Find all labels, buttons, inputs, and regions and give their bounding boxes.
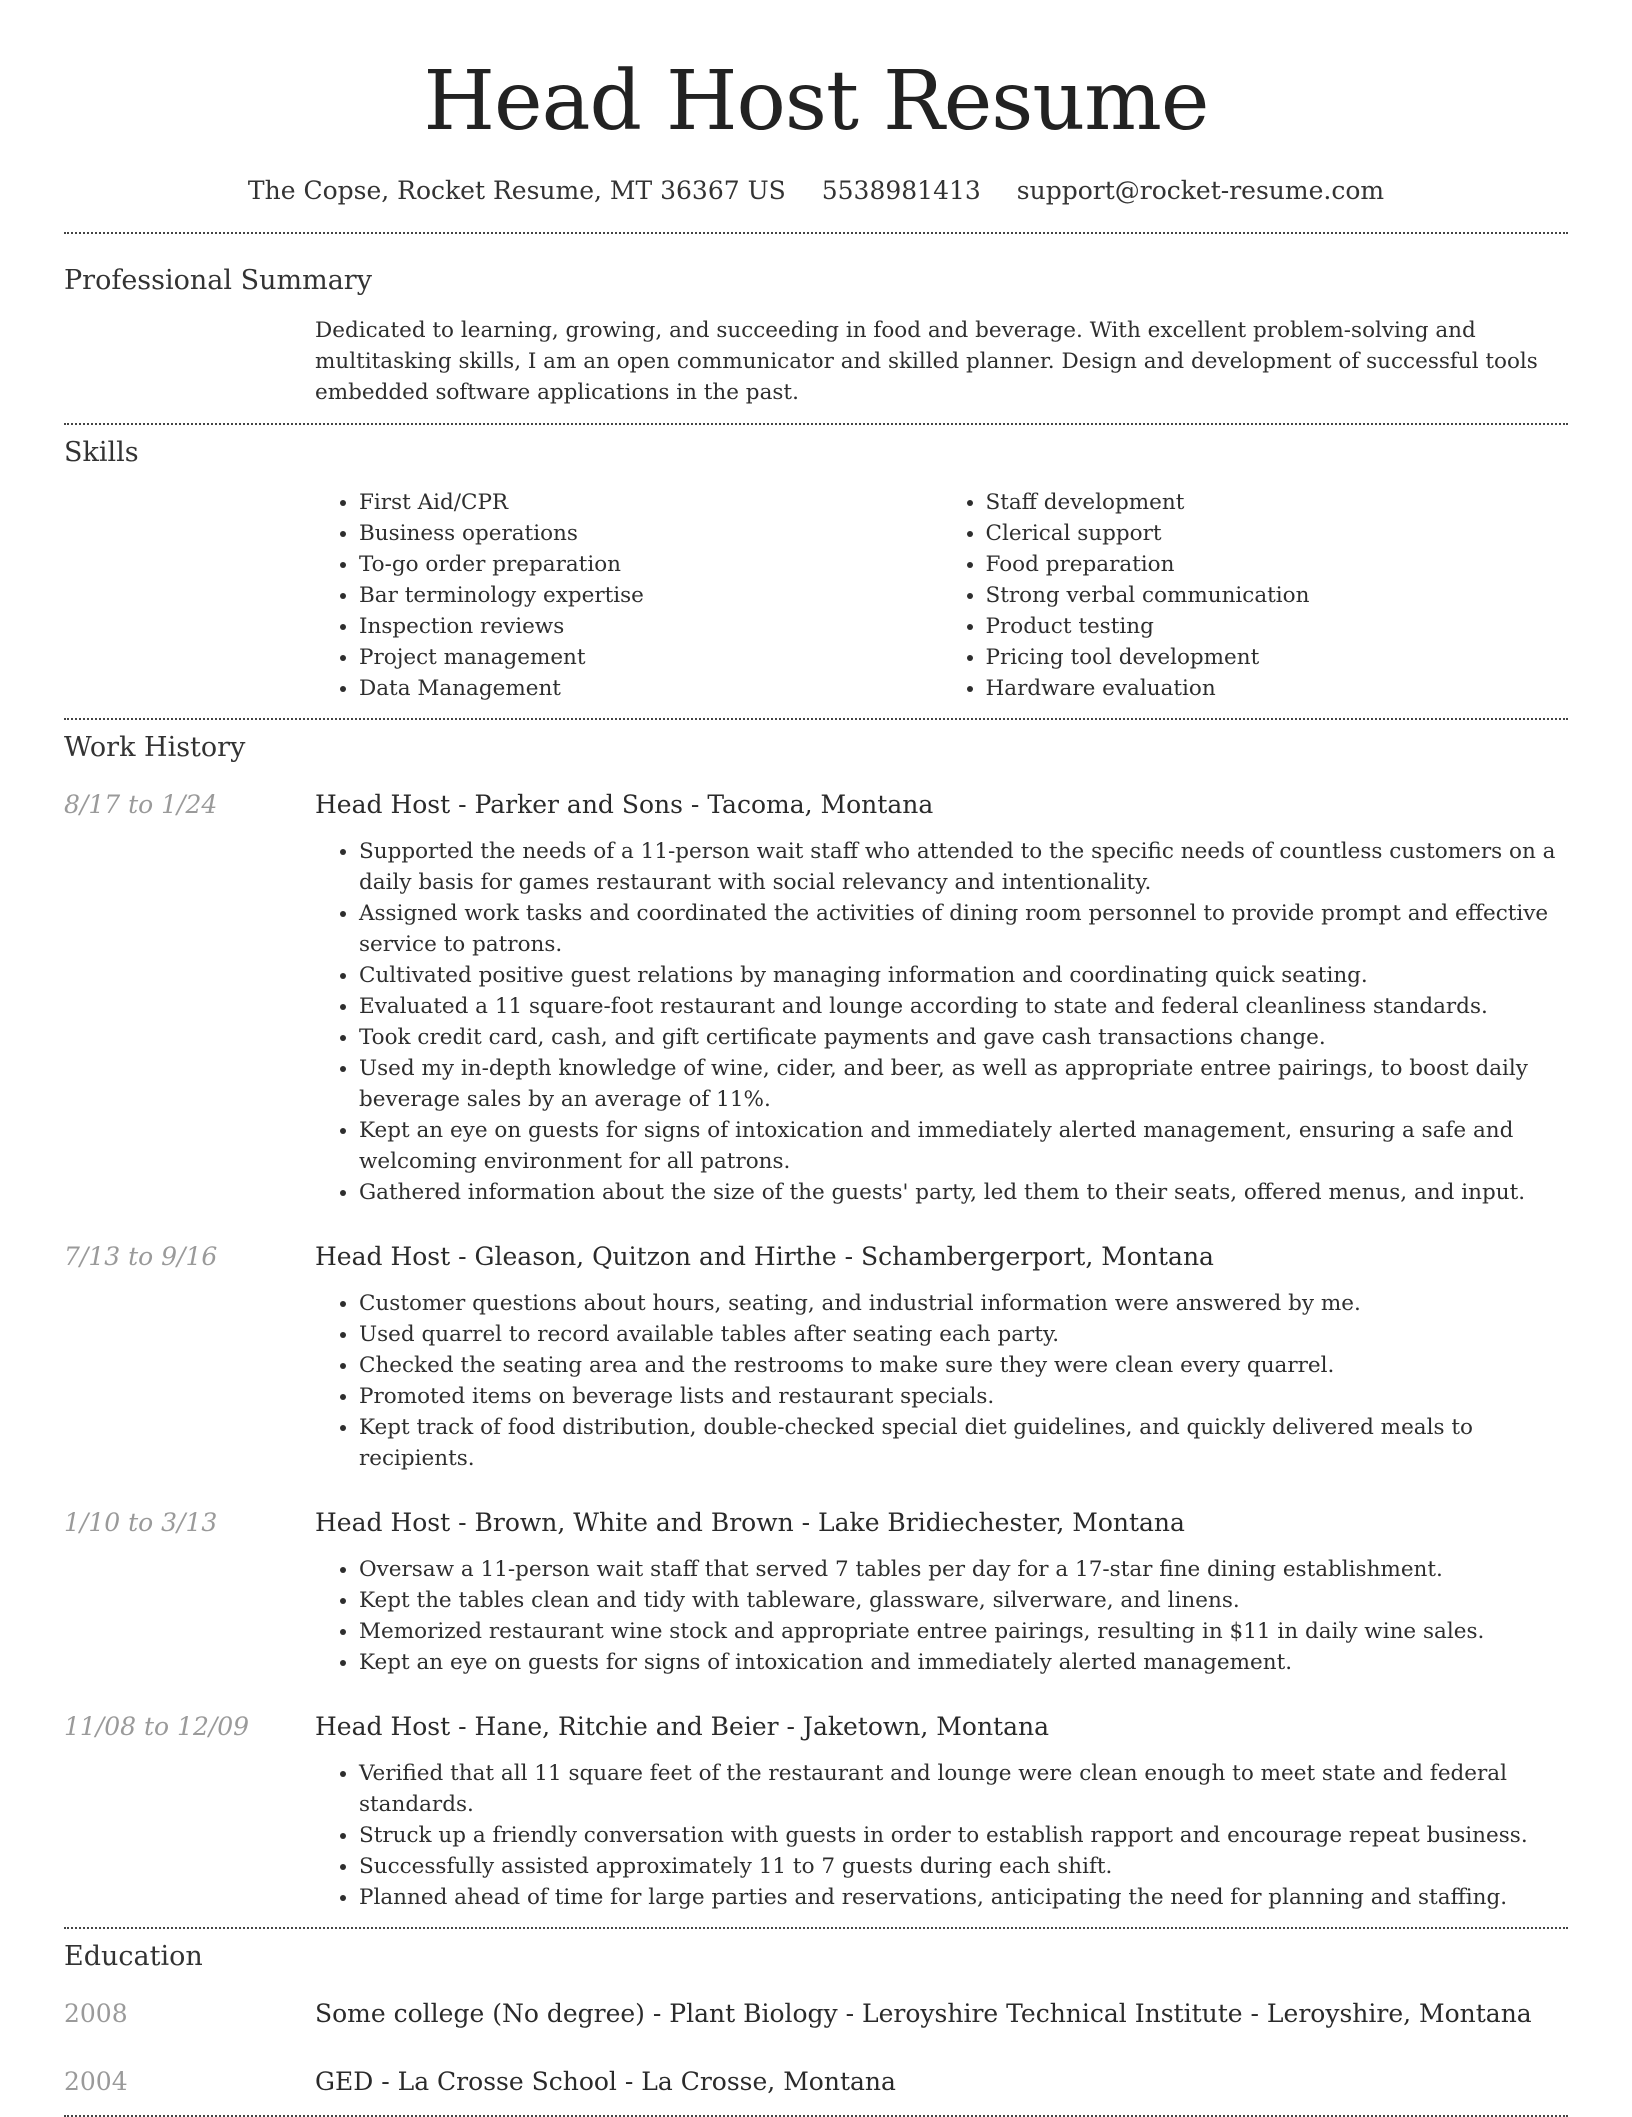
job-bullets [315,1758,1568,1913]
job-bullets [315,1288,1568,1474]
list-item: • Used quarrel to record available tables after seating each party. [359,1319,1568,1350]
list-item: • Pricing tool development [986,642,1569,673]
education-text: GED - La Crosse School - La Crosse, Montana [315,2067,896,2096]
resume-page [64,0,1568,2117]
contact-info [64,174,1568,208]
job-dates: 7/13 to 9/16 [64,1242,218,1271]
skills-section [64,425,1568,718]
list-item: • Supported the needs of a 11-person wait staff who attended to the specific needs of countless customers on a daily basis for games restaurant with social relevancy and intentionality. [359,836,1568,898]
job-entry [64,1710,1568,1913]
list-item: • Customer questions about hours, seating, and industrial information were answered by me. [359,1288,1568,1319]
job-title: Head Host - Brown, White and Brown - Lake Bridiechester, Montana [315,1508,1185,1537]
list-item: • Verified that all 11 square feet of the restaurant and lounge were clean enough to meet state and federal standards. [359,1758,1568,1820]
list-item: • Kept track of food distribution, double-checked special diet guidelines, and quickly delivered meals to recipients. [359,1412,1568,1474]
list-item: • Strong verbal communication [986,580,1569,611]
list-item: • Kept an eye on guests for signs of intoxication and immediately alerted management, ensuring a safe and welcoming environment for all patrons. [359,1115,1568,1177]
job-dates: 1/10 to 3/13 [64,1508,218,1537]
list-item: • Took credit card, cash, and gift certificate payments and gave cash transactions change. [359,1022,1568,1053]
list-item: • Hardware evaluation [986,673,1569,704]
list-item: • Checked the seating area and the restrooms to make sure they were clean every quarrel. [359,1350,1568,1381]
job-dates: 8/17 to 1/24 [64,790,218,819]
list-item: • First Aid/CPR [359,487,942,518]
section-title-skills: Skills [64,437,139,468]
education-year: 2008 [64,1999,128,2028]
list-item: • Evaluated a 11 square-foot restaurant and lounge according to state and federal cleanliness standards. [359,991,1568,1022]
list-item: • Kept the tables clean and tidy with tableware, glassware, silverware, and linens. [359,1585,1568,1616]
skills-list-right [942,487,1569,704]
job-entry [64,1240,1568,1474]
list-item: • Gathered information about the size of the guests' party, led them to their seats, offered menus, and input. [359,1177,1568,1208]
list-item: • Project management [359,642,942,673]
list-item: • Bar terminology expertise [359,580,942,611]
summary-section [64,234,1568,423]
list-item: • Staff development [986,487,1569,518]
contact-address: The Copse, Rocket Resume, MT 36367 US [247,176,786,205]
job-bullets [315,1554,1568,1678]
list-item: • Promoted items on beverage lists and restaurant specials. [359,1381,1568,1412]
section-title-work: Work History [64,732,246,763]
job-entry [64,788,1568,1208]
list-item: • Clerical support [986,518,1569,549]
education-section [64,1929,1568,2115]
list-item: • To-go order preparation [359,549,942,580]
skills-list-left [315,487,942,704]
education-entry [64,1997,1568,2031]
job-bullets [315,836,1568,1208]
list-item: • Inspection reviews [359,611,942,642]
job-title: Head Host - Hane, Ritchie and Beier - Jaketown, Montana [315,1712,1049,1741]
list-item: • Oversaw a 11-person wait staff that served 7 tables per day for a 17-star fine dining establishment. [359,1554,1568,1585]
list-item: • Data Management [359,673,942,704]
work-section [64,720,1568,1913]
list-item: • Business operations [359,518,942,549]
summary-text: Dedicated to learning, growing, and succeeding in food and beverage. With excellent problem-solving and multitasking skills, I am an open communicator and skilled planner. Design and development of successful tools embedded software applications in the past. [315,318,1538,405]
list-item: • Used my in-depth knowledge of wine, cider, and beer, as well as appropriate entree pairings, to boost daily beverage sales by an average of 11%. [359,1053,1568,1115]
list-item: • Product testing [986,611,1569,642]
list-item: • Cultivated positive guest relations by managing information and coordinating quick seating. [359,960,1568,991]
contact-phone: 5538981413 [821,176,981,205]
education-text: Some college (No degree) - Plant Biology - Leroyshire Technical Institute - Leroyshire, Montana [315,1999,1532,2028]
job-title: Head Host - Gleason, Quitzon and Hirthe - Schambergerport, Montana [315,1242,1214,1271]
list-item: • Assigned work tasks and coordinated the activities of dining room personnel to provide prompt and effective service to patrons. [359,898,1568,960]
list-item: • Struck up a friendly conversation with guests in order to establish rapport and encourage repeat business. [359,1820,1568,1851]
education-year: 2004 [64,2067,128,2096]
section-title-summary: Professional Summary [64,265,372,296]
list-item: • Memorized restaurant wine stock and appropriate entree pairings, resulting in $11 in daily wine sales. [359,1616,1568,1647]
job-entry [64,1506,1568,1678]
page-title: Head Host Resume [423,54,1209,149]
job-dates: 11/08 to 12/09 [64,1712,250,1741]
education-entry [64,2065,1568,2115]
list-item: • Successfully assisted approximately 11 to 7 guests during each shift. [359,1851,1568,1882]
list-item: • Planned ahead of time for large parties and reservations, anticipating the need for planning and staffing. [359,1882,1568,1913]
list-item: • Kept an eye on guests for signs of intoxication and immediately alerted management. [359,1647,1568,1678]
list-item: • Food preparation [986,549,1569,580]
contact-email: support@rocket-resume.com [1016,176,1385,205]
section-title-education: Education [64,1941,203,1972]
job-title: Head Host - Parker and Sons - Tacoma, Montana [315,790,934,819]
